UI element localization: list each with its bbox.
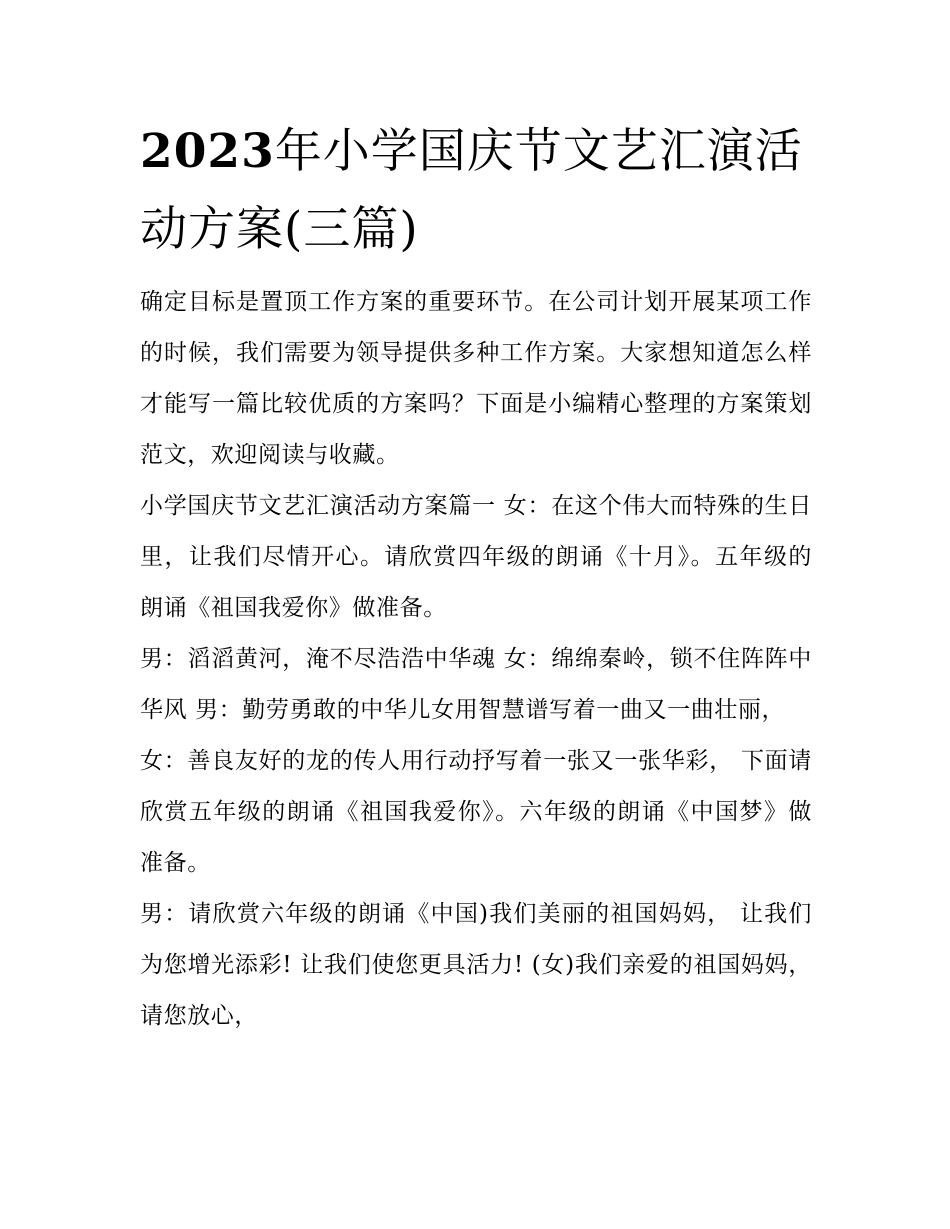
title-text: 年小学国庆节文艺汇演活动方案(三篇) [140, 124, 803, 257]
intro-paragraph: 确定目标是置顶工作方案的重要环节。在公司计划开展某项工作的时候，我们需要为领导提供多种工作方案。大家想知道怎么样才能写一篇比较优质的方案吗？下面是小编精心整理的方案策划范文，欢迎阅读与收藏。 [140, 289, 812, 468]
paragraph-2: 男：滔滔黄河，淹不尽浩浩中华魂 女：绵绵秦岭，锁不住阵阵中华风 男：勤劳勇敢的中华儿女用智慧谱写着一曲又一曲壮丽， [140, 646, 812, 723]
paragraph-4: 男：请欣赏六年级的朗诵《中国)我们美丽的祖国妈妈， 让我们为您增光添彩! 让我们使您更具活力! (女)我们亲爱的祖国妈妈，请您放心， [140, 901, 812, 1029]
document-body [140, 113, 812, 1042]
paragraph-3: 女：善良友好的龙的传人用行动抒写着一张又一张华彩， 下面请欣赏五年级的朗诵《祖国我爱你》。六年级的朗诵《中国梦》做准备。 [140, 748, 812, 876]
document-title [140, 113, 812, 269]
title-year: 2023 [140, 124, 275, 179]
paragraph-1: 小学国庆节文艺汇演活动方案篇一 女：在这个伟大而特殊的生日里，让我们尽情开心。请欣赏四年级的朗诵《十月》。五年级的朗诵《祖国我爱你》做准备。 [140, 493, 812, 621]
